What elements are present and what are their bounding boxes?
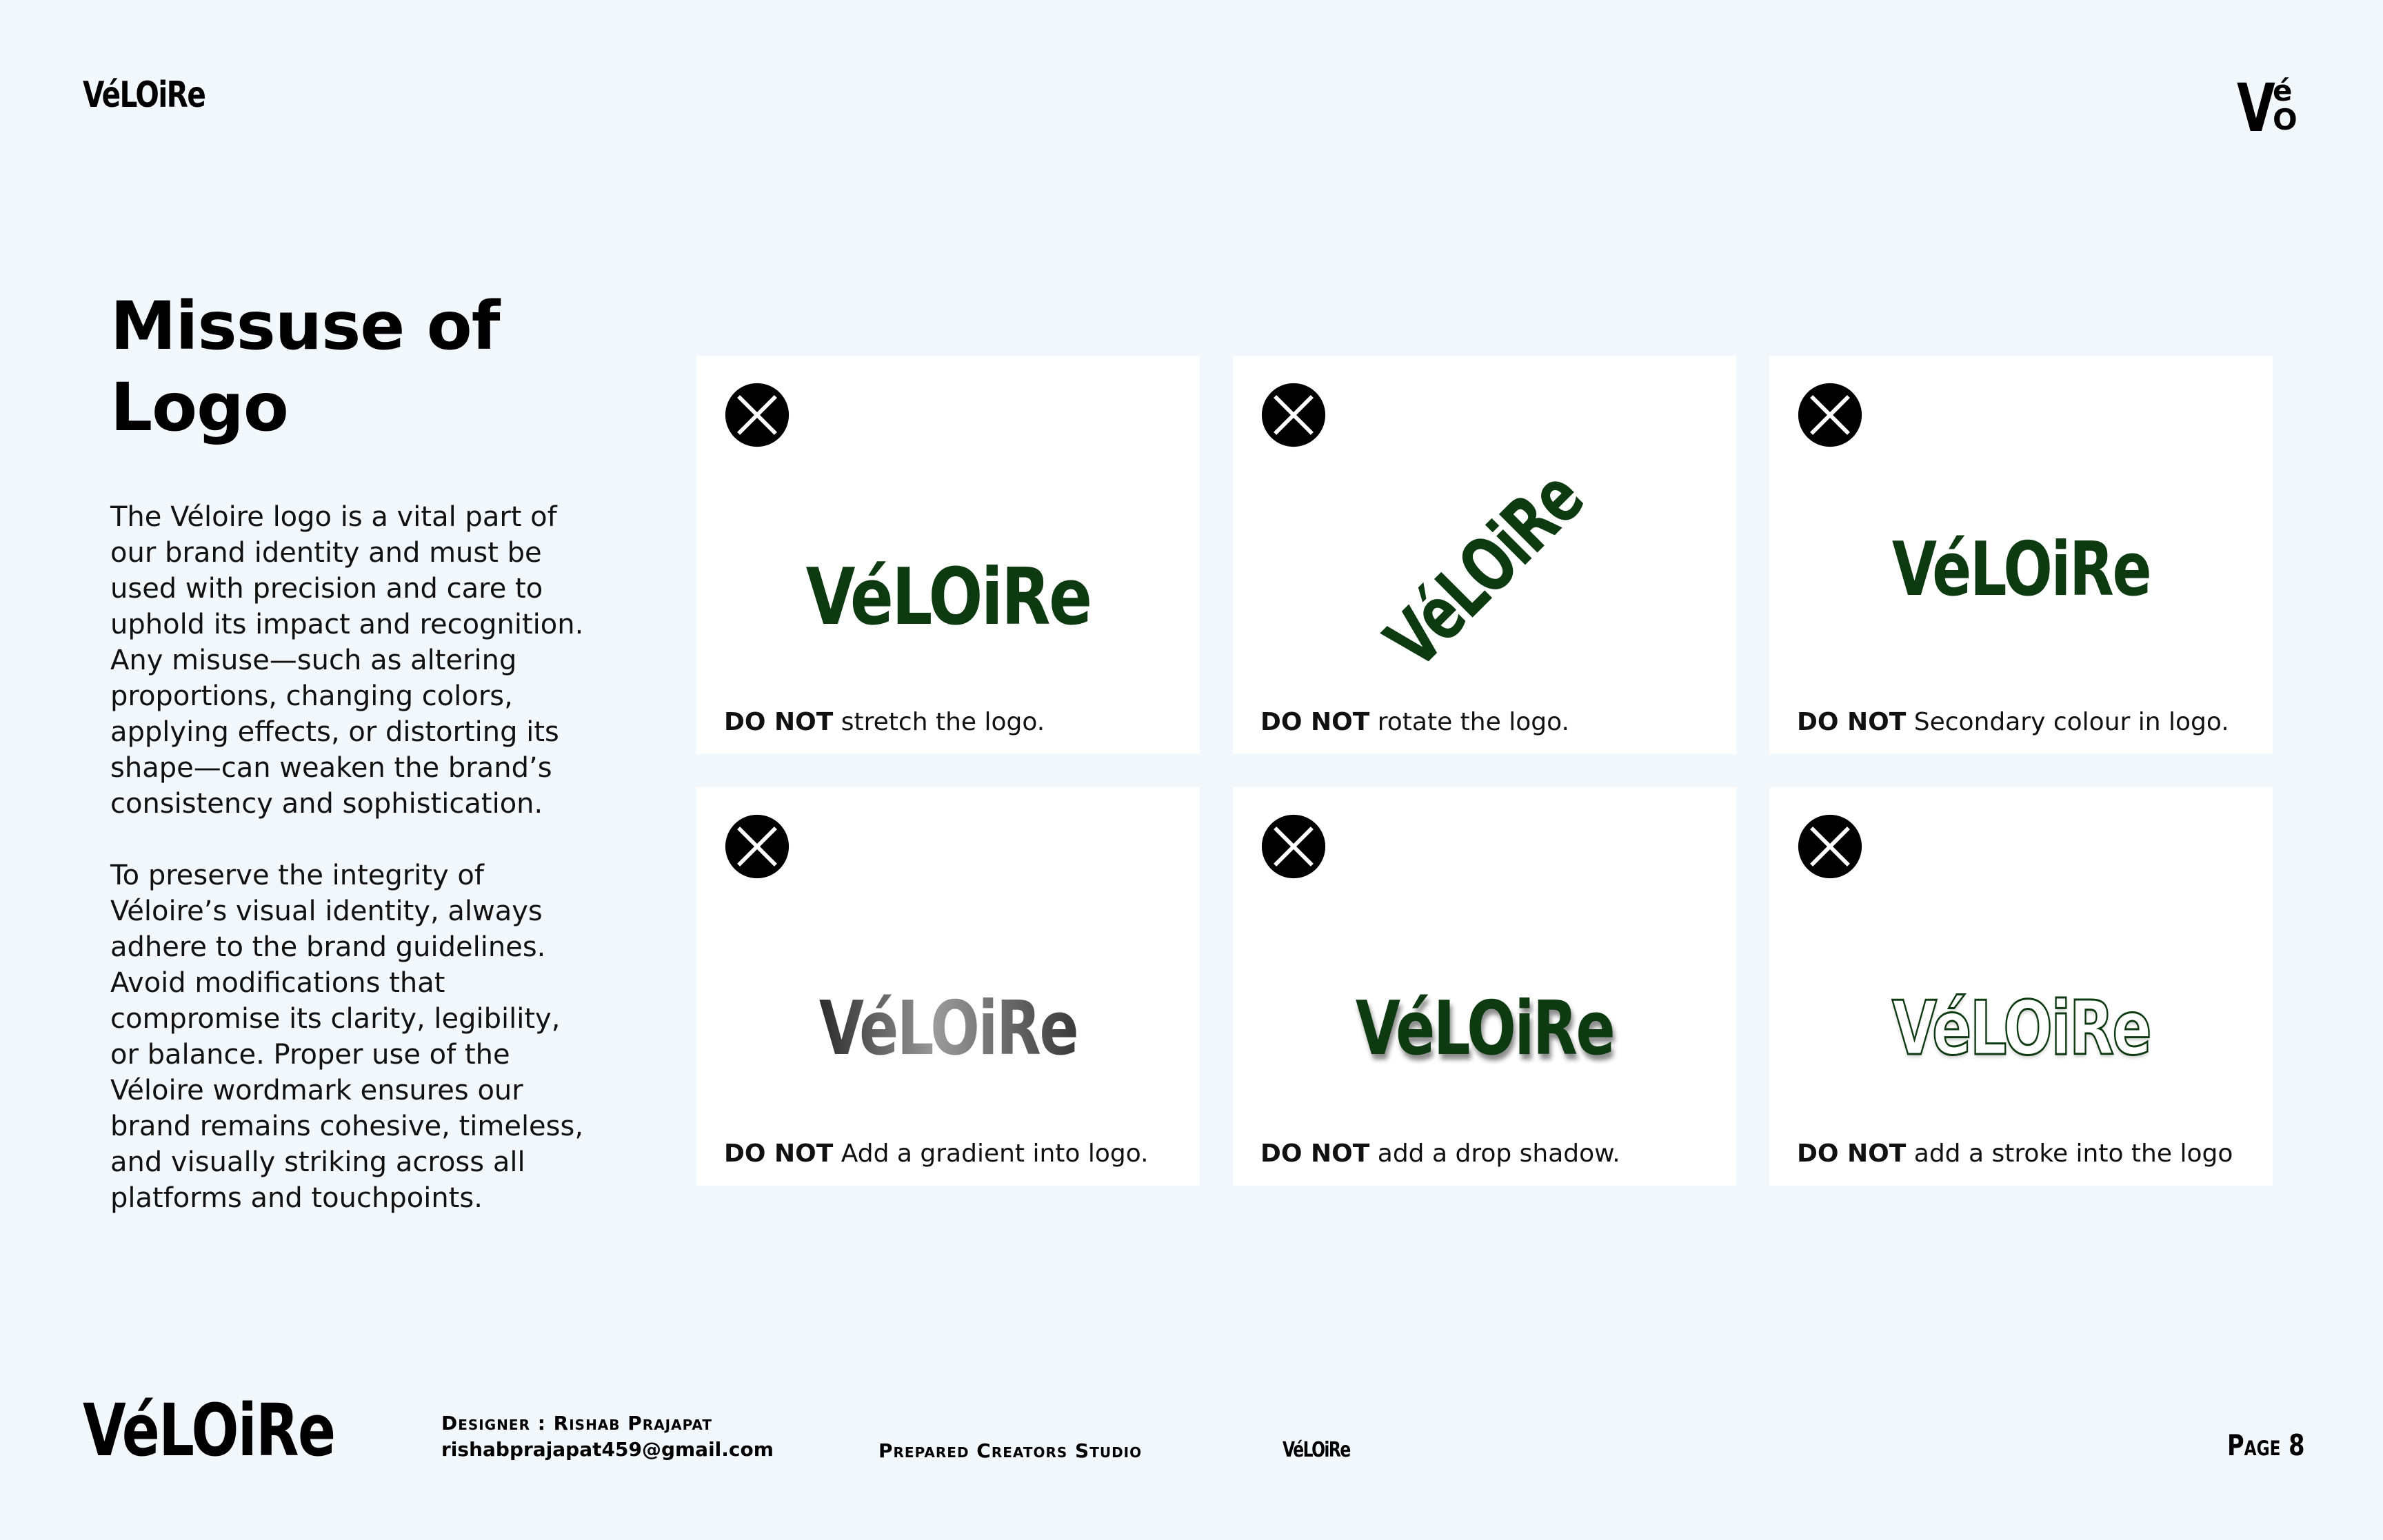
misuse-card-drop-shadow (1233, 787, 1736, 1186)
caption-bold: DO NOT (1797, 708, 1907, 736)
caption-bold: DO NOT (1260, 1139, 1370, 1168)
intro-paragraph-1: The Véloire logo is a vital part of our brand identity and must be used with precision and care to uphold its impact and recognition. Any misuse—such as altering proportions, changing colors, applying effects, or distorting its shape—can weaken the brand’s consistency and sophistication. (110, 501, 584, 820)
card-caption (1260, 1139, 1620, 1168)
footer-logo: VéLOiRe (83, 1388, 335, 1472)
misuse-card-gradient (696, 787, 1200, 1186)
designer-label: Designer : Rishab Prajapat (441, 1412, 712, 1435)
card-caption (1797, 1139, 2233, 1168)
logo-sample: VéLOiRe (1355, 985, 1614, 1072)
card-caption (1260, 708, 1569, 736)
x-circle-icon (1260, 382, 1327, 448)
intro-text (110, 499, 593, 1252)
page-number: Page 8 (2227, 1428, 2305, 1462)
caption-text: Secondary colour in logo. (1906, 708, 2229, 736)
misuse-card-secondary-colour (1769, 356, 2273, 754)
logo-sample-area (1233, 454, 1736, 685)
caption-bold: DO NOT (1797, 1139, 1907, 1168)
footer-mini-logo: VéLOiRe (1283, 1438, 1350, 1462)
studio-label: Prepared Creators Studio (878, 1439, 1143, 1462)
caption-text: add a drop shadow. (1369, 1139, 1620, 1168)
logo-sample: VéLOiRe (1891, 526, 2151, 613)
x-circle-icon (1260, 813, 1327, 880)
x-circle-icon (1797, 382, 1863, 448)
header-logo: VéLOiRe (83, 74, 205, 116)
caption-bold: DO NOT (1260, 708, 1370, 736)
misuse-card-stretch (696, 356, 1200, 754)
caption-text: add a stroke into the logo (1906, 1139, 2233, 1168)
caption-text: Add a gradient into logo. (833, 1139, 1149, 1168)
logo-sample-area (696, 528, 1200, 666)
logo-sample: VéLOiRe (1891, 985, 2151, 1072)
caption-text: rotate the logo. (1369, 708, 1569, 736)
page-title: Missuse of Logo (110, 287, 500, 446)
logo-sample: VéLOiRe (818, 985, 1078, 1072)
misuse-card-stroke (1769, 787, 2273, 1186)
card-caption (1797, 708, 2229, 736)
x-circle-icon (724, 813, 790, 880)
logo-sample-area (1769, 500, 2273, 638)
logo-sample: VéLOiRe (805, 551, 1091, 642)
monogram-v: V (2237, 70, 2275, 147)
monogram-e: é (2273, 74, 2293, 108)
intro-paragraph-2: To preserve the integrity of Véloire’s visual identity, always adhere to the brand guidelines. Avoid modifications that compromise its clarity, legibility, or balance. Proper use of the Véloire wordmark ensures our brand remains cohesive, timeless, and visually striking across all platforms and touchpoints. (110, 860, 584, 1214)
designer-email: rishabprajapat459@gmail.com (441, 1438, 774, 1461)
logo-sample-area (1233, 960, 1736, 1097)
caption-bold: DO NOT (724, 708, 834, 736)
logo-sample-area (1769, 960, 2273, 1097)
monogram-o: O (2273, 103, 2297, 136)
misuse-card-rotate (1233, 356, 1736, 754)
monogram-logo (2237, 70, 2306, 147)
caption-bold: DO NOT (724, 1139, 834, 1168)
logo-sample: VéLOiRe (1369, 454, 1600, 685)
caption-text: stretch the logo. (833, 708, 1045, 736)
card-caption (724, 708, 1045, 736)
x-circle-icon (1797, 813, 1863, 880)
logo-sample-area (696, 960, 1200, 1097)
x-circle-icon (724, 382, 790, 448)
card-caption (724, 1139, 1149, 1168)
